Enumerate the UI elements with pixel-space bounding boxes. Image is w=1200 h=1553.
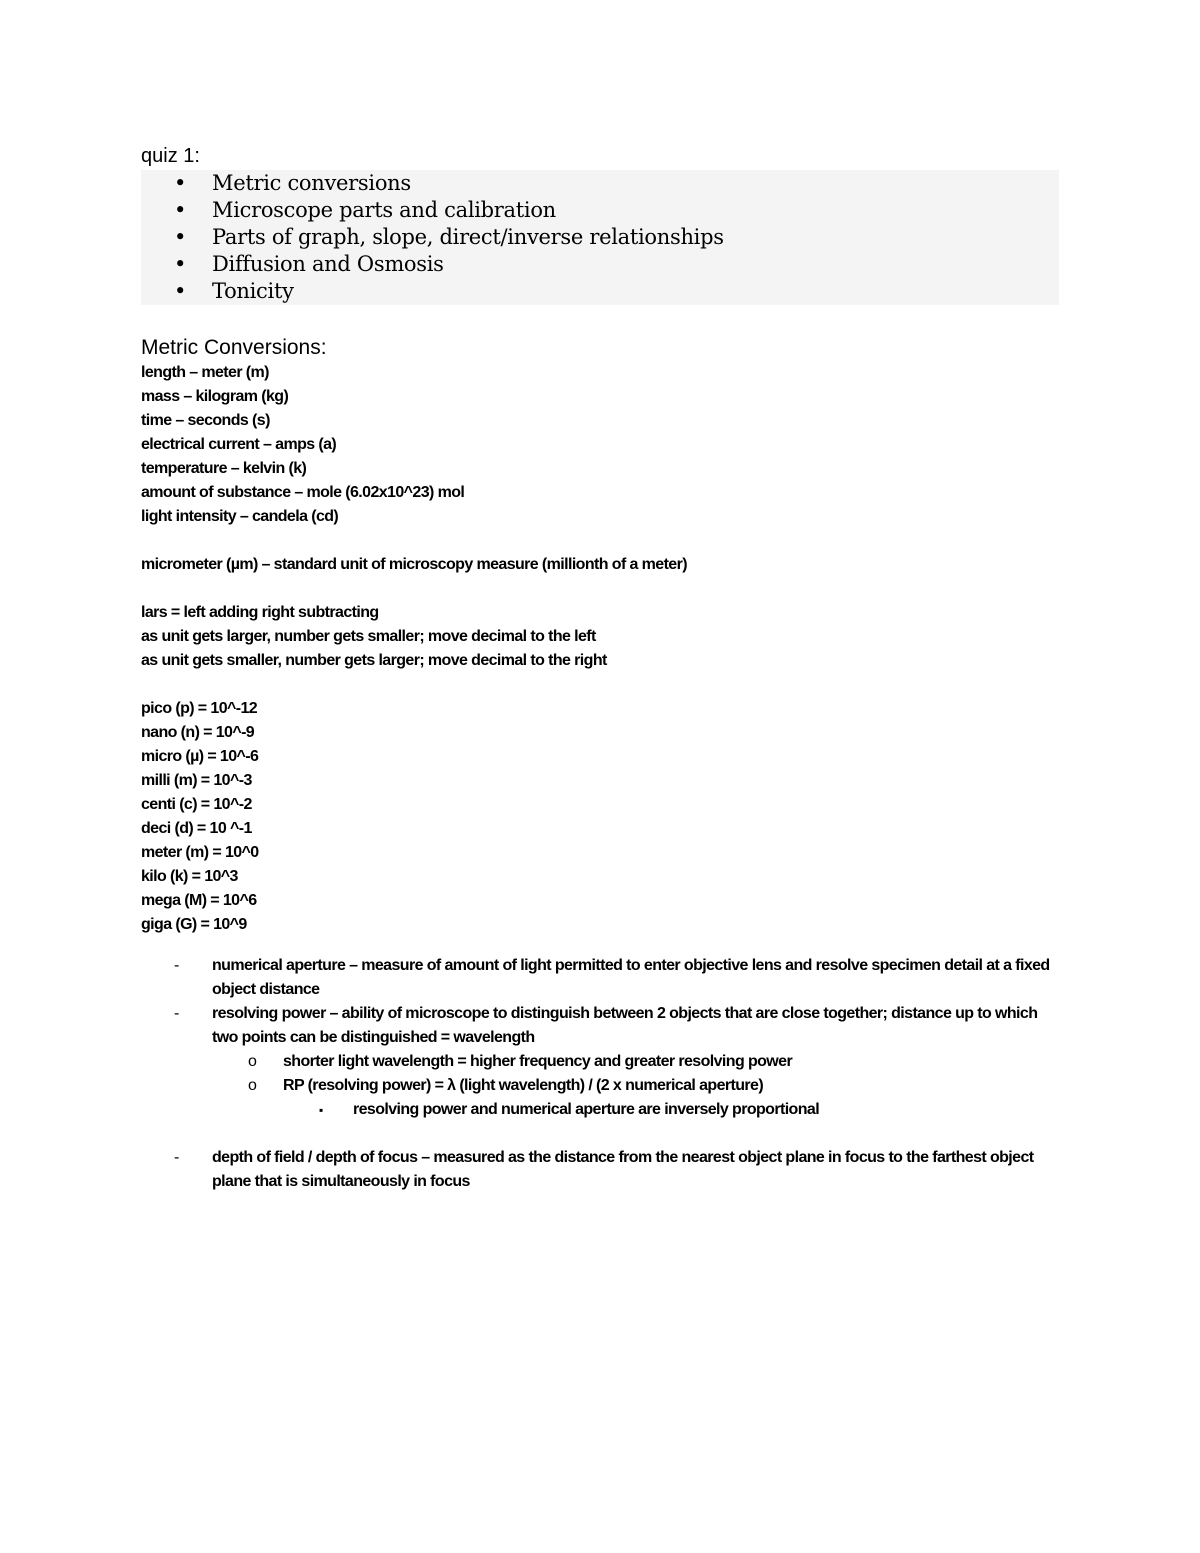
prefix-line: meter (m) = 10^0 xyxy=(141,844,259,861)
square-bullet-icon: ▪ xyxy=(319,1103,323,1117)
prefix-line: deci (d) = 10 ^-1 xyxy=(141,820,252,837)
dash-bullet-icon: - xyxy=(174,1005,179,1022)
quiz-title: quiz 1: xyxy=(141,145,200,167)
dash-bullet-icon: - xyxy=(174,957,179,974)
quiz-topic-item xyxy=(141,170,1059,197)
base-unit-line: electrical current – amps (a) xyxy=(141,436,337,453)
circle-bullet-icon: o xyxy=(248,1053,257,1070)
quiz-topic-text: Diffusion and Osmosis xyxy=(212,252,444,276)
quiz-topics-box xyxy=(141,170,1059,305)
note-text: resolving power – ability of microscope to distinguish between 2 objects that are close together; distance up to which two points can be distinguished = wavelength xyxy=(212,1005,1038,1046)
quiz-topic-item xyxy=(141,197,1059,224)
bullet-icon: • xyxy=(174,252,187,276)
base-unit-line: mass – kilogram (kg) xyxy=(141,388,289,405)
dash-bullet-icon: - xyxy=(174,1149,179,1166)
note-depth-of-field xyxy=(141,1146,1057,1194)
quiz-topic-item xyxy=(141,224,1059,251)
prefix-line: pico (p) = 10^-12 xyxy=(141,700,258,717)
quiz-topic-text: Microscope parts and calibration xyxy=(212,198,556,222)
quiz-topic-text: Tonicity xyxy=(212,279,294,303)
prefix-line: mega (M) = 10^6 xyxy=(141,892,257,909)
base-units-block xyxy=(141,361,1061,529)
document-page xyxy=(141,143,1061,1194)
prefix-line: micro (µ) = 10^-6 xyxy=(141,748,259,765)
prefix-line: kilo (k) = 10^3 xyxy=(141,868,238,885)
lars-line: as unit gets larger, number gets smaller; move decimal to the left xyxy=(141,628,596,645)
base-unit-line: light intensity – candela (cd) xyxy=(141,508,339,525)
prefix-line: centi (c) = 10^-2 xyxy=(141,796,252,813)
note-shorter-wavelength xyxy=(212,1050,1057,1074)
note-rp-formula xyxy=(212,1074,1057,1098)
quiz-topic-item xyxy=(141,278,1059,305)
prefix-line: giga (G) = 10^9 xyxy=(141,916,247,933)
bullet-icon: • xyxy=(174,198,187,222)
quiz-topic-text: Parts of graph, slope, direct/inverse relationships xyxy=(212,225,724,249)
prefix-block xyxy=(141,697,1061,937)
lars-line: lars = left adding right subtracting xyxy=(141,604,379,621)
quiz-topic-text: Metric conversions xyxy=(212,171,411,195)
note-text: depth of field / depth of focus – measured as the distance from the nearest object plane in focus to the farthest object plane that is simultaneously in focus xyxy=(212,1149,1034,1190)
prefix-line: milli (m) = 10^-3 xyxy=(141,772,252,789)
note-text: shorter light wavelength = higher frequency and greater resolving power xyxy=(283,1053,793,1070)
note-text: RP (resolving power) = λ (light wavelength) / (2 x numerical aperture) xyxy=(283,1077,764,1094)
quiz-topics-list xyxy=(141,170,1059,305)
note-inverse-proportional xyxy=(283,1098,1057,1122)
quiz-topic-item xyxy=(141,251,1059,278)
lars-block xyxy=(141,601,1061,673)
note-text: resolving power and numerical aperture are inversely proportional xyxy=(353,1101,820,1118)
bullet-icon: • xyxy=(174,171,187,195)
microscopy-notes-list xyxy=(141,954,1061,1194)
lars-line: as unit gets smaller, number gets larger; move decimal to the right xyxy=(141,652,607,669)
micrometer-line: micrometer (µm) – standard unit of microscopy measure (millionth of a meter) xyxy=(141,556,687,573)
prefix-line: nano (n) = 10^-9 xyxy=(141,724,255,741)
circle-bullet-icon: o xyxy=(248,1077,257,1094)
note-resolving-power xyxy=(141,1002,1057,1122)
note-text: numerical aperture – measure of amount of light permitted to enter objective lens and resolve specimen detail at a fixed object distance xyxy=(212,957,1050,998)
note-numerical-aperture xyxy=(141,954,1057,1002)
base-unit-line: amount of substance – mole (6.02x10^23) mol xyxy=(141,484,465,501)
metric-conversions-heading: Metric Conversions: xyxy=(141,336,327,359)
base-unit-line: time – seconds (s) xyxy=(141,412,270,429)
bullet-icon: • xyxy=(174,279,187,303)
base-unit-line: length – meter (m) xyxy=(141,364,269,381)
base-unit-line: temperature – kelvin (k) xyxy=(141,460,307,477)
bullet-icon: • xyxy=(174,225,187,249)
